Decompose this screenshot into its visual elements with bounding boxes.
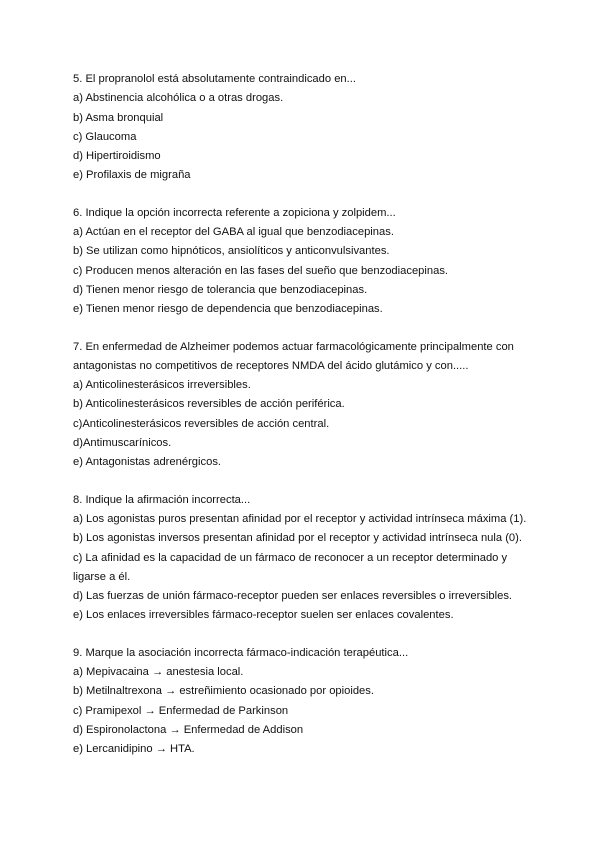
option-c-continued: ligarse a él.	[73, 570, 131, 583]
option-d: d) Hipertiroidismo	[73, 150, 161, 163]
question-stem-line-2: antagonistas no competitivos de receptores NMDA del ácido glutámico y con.....	[73, 359, 469, 372]
option-d: d) Tienen menor riesgo de tolerancia que benzodiacepinas.	[73, 283, 368, 296]
option-e: e) Los enlaces irreversibles fármaco-receptor suelen ser enlaces covalentes.	[73, 609, 454, 622]
option-b: b) Anticolinesterásicos reversibles de acción periférica.	[73, 398, 345, 411]
option-c: c) Pramipexol → Enfermedad de Parkinson	[73, 704, 289, 717]
question-6	[73, 204, 543, 320]
option-b: b) Metilnaltrexona → estreñimiento ocasionado por opioides.	[73, 685, 374, 698]
option-a: a) Mepivacaina → anestesia local.	[73, 666, 244, 679]
option-c: c)Anticolinesterásicos reversibles de acción central.	[73, 417, 330, 430]
option-d: d) Las fuerzas de unión fármaco-receptor pueden ser enlaces reversibles o irreversibles.	[73, 590, 513, 603]
question-5	[73, 70, 543, 186]
option-a: a) Los agonistas puros presentan afinidad por el receptor y actividad intrínseca máxima (1).	[73, 512, 527, 525]
question-stem-line-1: 7. En enfermedad de Alzheimer podemos actuar farmacológicamente principalmente con	[73, 340, 514, 353]
option-e: e) Antagonistas adrenérgicos.	[73, 456, 222, 469]
option-a: a) Anticolinesterásicos irreversibles.	[73, 379, 251, 392]
question-stem: 9. Marque la asociación incorrecta fármaco-indicación terapéutica...	[73, 646, 409, 659]
option-d: d) Espironolactona → Enfermedad de Addison	[73, 723, 304, 736]
question-8	[73, 491, 543, 626]
question-7	[73, 338, 543, 473]
option-c: c) Producen menos alteración en las fases del sueño que benzodiacepinas.	[73, 264, 449, 277]
question-stem: 8. Indique la afirmación incorrecta...	[73, 493, 251, 506]
option-b: b) Los agonistas inversos presentan afinidad por el receptor y actividad intrínseca nula (0).	[73, 532, 522, 545]
option-c: c) La afinidad es la capacidad de un fármaco de reconocer a un receptor determinado y	[73, 551, 508, 564]
document-page	[73, 70, 543, 778]
option-b: b) Se utilizan como hipnóticos, ansiolíticos y anticonvulsivantes.	[73, 245, 390, 258]
option-e: e) Lercanidipino → HTA.	[73, 743, 195, 756]
option-b: b) Asma bronquial	[73, 111, 164, 124]
option-c: c) Glaucoma	[73, 130, 137, 143]
option-a: a) Abstinencia alcohólica o a otras drogas.	[73, 92, 284, 105]
option-d: d)Antimuscarínicos.	[73, 437, 172, 450]
option-e: e) Tienen menor riesgo de dependencia que benzodiacepinas.	[73, 303, 383, 316]
option-e: e) Profilaxis de migraña	[73, 169, 191, 182]
question-stem: 5. El propranolol está absolutamente contraindicado en...	[73, 73, 356, 85]
question-9	[73, 644, 543, 760]
question-stem: 6. Indique la opción incorrecta referente a zopiciona y zolpidem...	[73, 206, 396, 219]
option-a: a) Actúan en el receptor del GABA al igual que benzodiacepinas.	[73, 226, 394, 239]
